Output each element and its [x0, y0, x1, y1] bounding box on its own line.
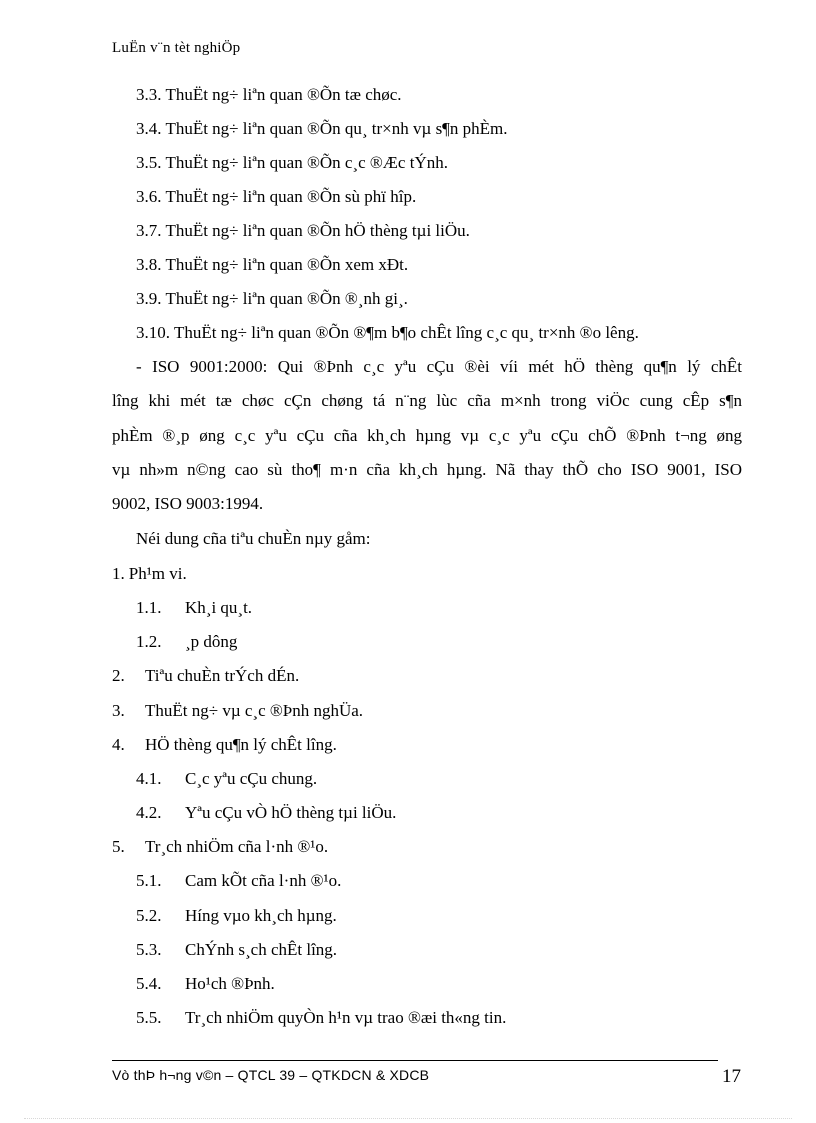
outline-item: [112, 665, 299, 687]
page-edge-divider: [24, 1118, 792, 1119]
outline-item: [136, 1007, 506, 1029]
outline-number: 1.2.: [136, 632, 162, 651]
paragraph-line: vµ nh»m n©ng cao sù tho¶ m·n cña kh¸ch hµng. Nã thay thÕ cho ISO 9001, ISO: [112, 460, 742, 479]
list-item: 3.3. ThuËt ng÷ liªn quan ®Õn tæ chøc.: [136, 85, 402, 104]
outline-item: [136, 768, 317, 790]
outline-item: [136, 939, 337, 961]
outline-item: [136, 802, 396, 824]
list-item: 3.6. ThuËt ng÷ liªn quan ®Õn sù phï hîp.: [136, 187, 417, 206]
outline-text: Yªu cÇu vÒ hÖ thèng tµi liÖu.: [185, 803, 397, 822]
list-item: 3.5. ThuËt ng÷ liªn quan ®Õn c¸c ®Æc tÝnh.: [136, 153, 448, 172]
outline-text: ¸p dông: [185, 632, 238, 651]
outline-text: Ho¹ch ®Þnh.: [185, 974, 275, 993]
outline-number: 5.4.: [136, 974, 162, 993]
footer-author-line: Vò thÞ h¬ng v©n – QTCL 39 – QTKDCN & XDCB: [112, 1067, 430, 1083]
outline-item: [136, 870, 341, 892]
paragraph-line: phÈm ®¸p øng c¸c yªu cÇu cña kh¸ch hµng vµ c¸c yªu cÇu chÕ ®Þnh t¬ng øng: [112, 426, 742, 445]
outline-number: 5.: [112, 837, 125, 856]
outline-number: 5.3.: [136, 940, 162, 959]
outline-number: 4.1.: [136, 769, 162, 788]
outline-text: Kh¸i qu¸t.: [185, 598, 253, 617]
footer-divider: [112, 1060, 718, 1061]
outline-number: 1.1.: [136, 598, 162, 617]
outline-text: HÖ thèng qu¶n lý chÊt lîng.: [145, 735, 337, 754]
page-number: 17: [722, 1066, 741, 1087]
outline-text: Tr¸ch nhiÖm cña l·nh ®¹o.: [145, 837, 329, 856]
outline-text: Tiªu chuÈn trÝch dÉn.: [145, 666, 300, 685]
outline-item: [112, 563, 187, 585]
outline-number: 5.1.: [136, 871, 162, 890]
outline-number: 1.: [112, 564, 125, 583]
outline-text: C¸c yªu cÇu chung.: [185, 769, 318, 788]
outline-text: Tr¸ch nhiÖm quyÒn h¹n vµ trao ®æi th«ng tin.: [185, 1008, 507, 1027]
outline-item: [112, 734, 337, 756]
outline-number: 5.5.: [136, 1008, 162, 1027]
paragraph-line: 9002, ISO 9003:1994.: [112, 494, 264, 513]
outline-text: ThuËt ng÷ vµ c¸c ®Þnh nghÜa.: [145, 701, 364, 720]
outline-number: 5.2.: [136, 906, 162, 925]
outline-item: [112, 836, 328, 858]
outline-text: Híng vµo kh¸ch hµng.: [185, 906, 337, 925]
outline-item: [136, 597, 252, 619]
outline-number: 4.2.: [136, 803, 162, 822]
paragraph-line: lîng khi mét tæ chøc cÇn chøng tá n¨ng lùc cña m×nh trong viÖc cung cÊp s¶n: [112, 391, 742, 410]
outline-number: 3.: [112, 701, 125, 720]
outline-text: ChÝnh s¸ch chÊt lîng.: [185, 940, 338, 959]
outline-item: [136, 973, 275, 995]
list-item: 3.7. ThuËt ng÷ liªn quan ®Õn hÖ thèng tµi liÖu.: [136, 221, 470, 240]
outline-item: [136, 631, 237, 653]
outline-item: [136, 905, 337, 927]
running-header: LuËn v¨n tèt nghiÖp: [112, 40, 241, 56]
list-item: 3.10. ThuËt ng÷ liªn quan ®Õn ®¶m b¶o chÊt lîng c¸c qu¸ tr×nh ®o lêng.: [136, 323, 639, 342]
paragraph-line: - ISO 9001:2000: Qui ®Þnh c¸c yªu cÇu ®èi víi mét hÖ thèng qu¶n lý chÊt: [136, 357, 742, 376]
list-item: 3.4. ThuËt ng÷ liªn quan ®Õn qu¸ tr×nh vµ s¶n phÈm.: [136, 119, 508, 138]
outline-text: Ph¹m vi.: [128, 564, 187, 583]
outline-number: 4.: [112, 735, 125, 754]
list-item: 3.8. ThuËt ng÷ liªn quan ®Õn xem xÐt.: [136, 255, 409, 274]
contents-intro: Néi dung cña tiªu chuÈn nµy gåm:: [136, 529, 371, 548]
list-item: 3.9. ThuËt ng÷ liªn quan ®Õn ®¸nh gi¸.: [136, 289, 408, 308]
outline-number: 2.: [112, 666, 125, 685]
outline-text: Cam kÕt cña l·nh ®¹o.: [185, 871, 342, 890]
outline-item: [112, 700, 363, 722]
